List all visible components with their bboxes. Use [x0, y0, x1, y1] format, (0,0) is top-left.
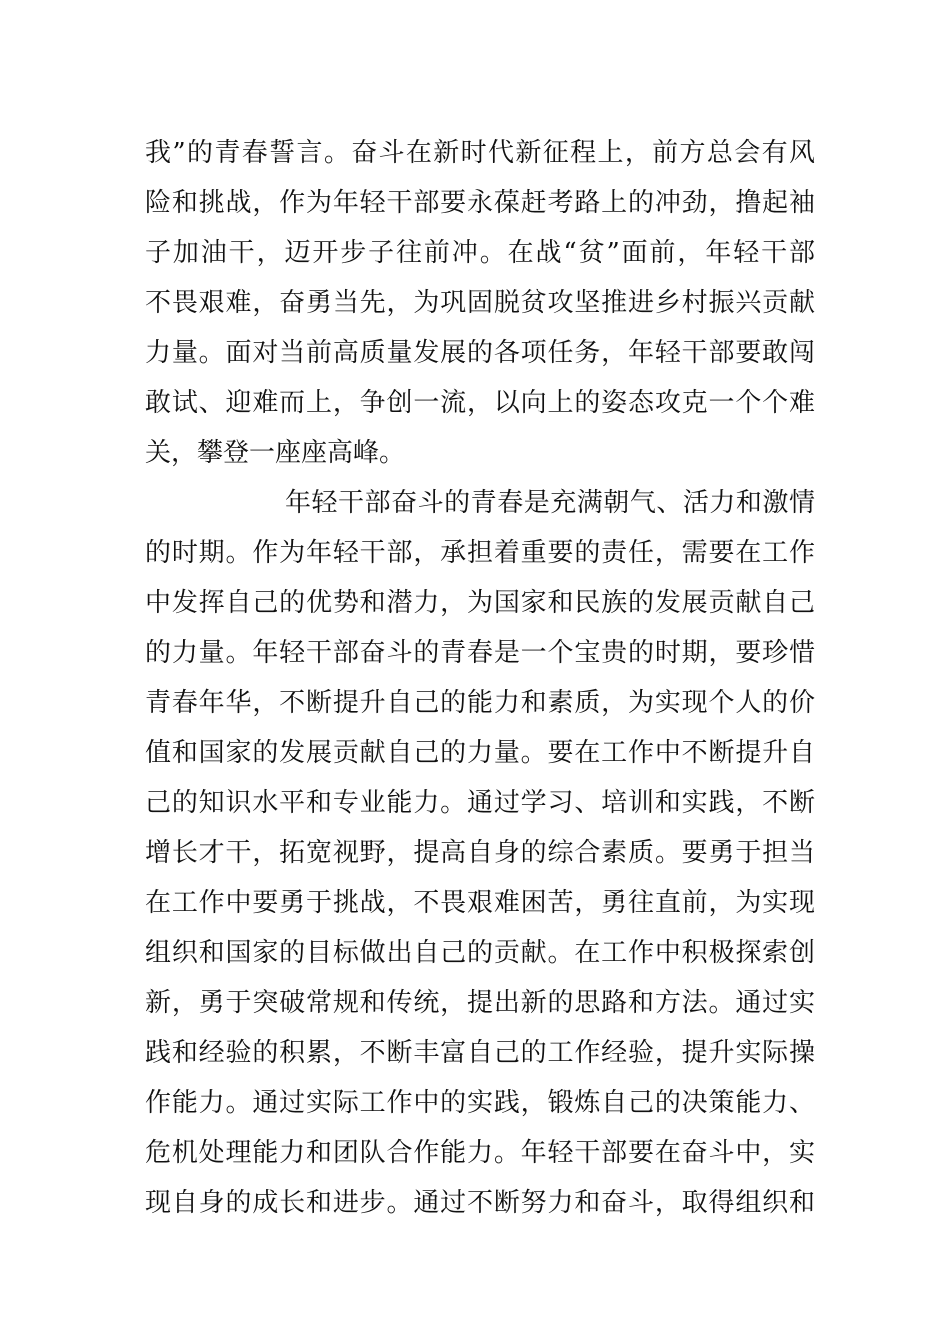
text-line: 关，攀登一座座高峰。 — [145, 438, 406, 468]
text-line: 青春年华，不断提升自己的能力和素质，为实现个人的价 — [145, 688, 815, 718]
text-line: 我”的青春誓言。奋斗在新时代新征程上，前方总会有风 — [145, 138, 815, 168]
text-line: 的时期。作为年轻干部，承担着重要的责任，需要在工作 — [145, 538, 815, 568]
text-line: 敢试、迎难而上，争创一流，以向上的姿态攻克一个个难 — [145, 388, 815, 418]
text-line: 作能力。通过实际工作中的实践，锻炼自己的决策能力、 — [145, 1088, 815, 1118]
text-line: 力量。面对当前高质量发展的各项任务，年轻干部要敢闯 — [145, 338, 815, 368]
text-line: 值和国家的发展贡献自己的力量。要在工作中不断提升自 — [145, 738, 815, 768]
text-line: 己的知识水平和专业能力。通过学习、培训和实践，不断 — [145, 788, 815, 818]
text-line: 不畏艰难，奋勇当先，为巩固脱贫攻坚推进乡村振兴贡献 — [145, 288, 815, 318]
text-line: 新，勇于突破常规和传统，提出新的思路和方法。通过实 — [145, 988, 815, 1018]
text-line: 危机处理能力和团队合作能力。年轻干部要在奋斗中，实 — [145, 1138, 815, 1168]
text-line: 增长才干，拓宽视野，提高自身的综合素质。要勇于担当 — [145, 838, 815, 868]
text-line: 子加油干，迈开步子往前冲。在战“贫”面前，年轻干部 — [145, 238, 815, 268]
text-line: 践和经验的积累，不断丰富自己的工作经验，提升实际操 — [145, 1038, 815, 1068]
text-line: 现自身的成长和进步。通过不断努力和奋斗，取得组织和 — [145, 1188, 815, 1218]
text-line: 组织和国家的目标做出自己的贡献。在工作中积极探索创 — [145, 938, 815, 968]
text-line: 中发挥自己的优势和潜力，为国家和民族的发展贡献自己 — [145, 588, 815, 618]
text-line: 的力量。年轻干部奋斗的青春是一个宝贵的时期，要珍惜 — [145, 638, 815, 668]
text-line: 在工作中要勇于挑战，不畏艰难困苦，勇往直前，为实现 — [145, 888, 815, 918]
paragraph-first-line: 年轻干部奋斗的青春是充满朝气、活力和激情 — [285, 488, 815, 518]
text-line: 险和挑战，作为年轻干部要永葆赶考路上的冲劲，撸起袖 — [145, 188, 815, 218]
